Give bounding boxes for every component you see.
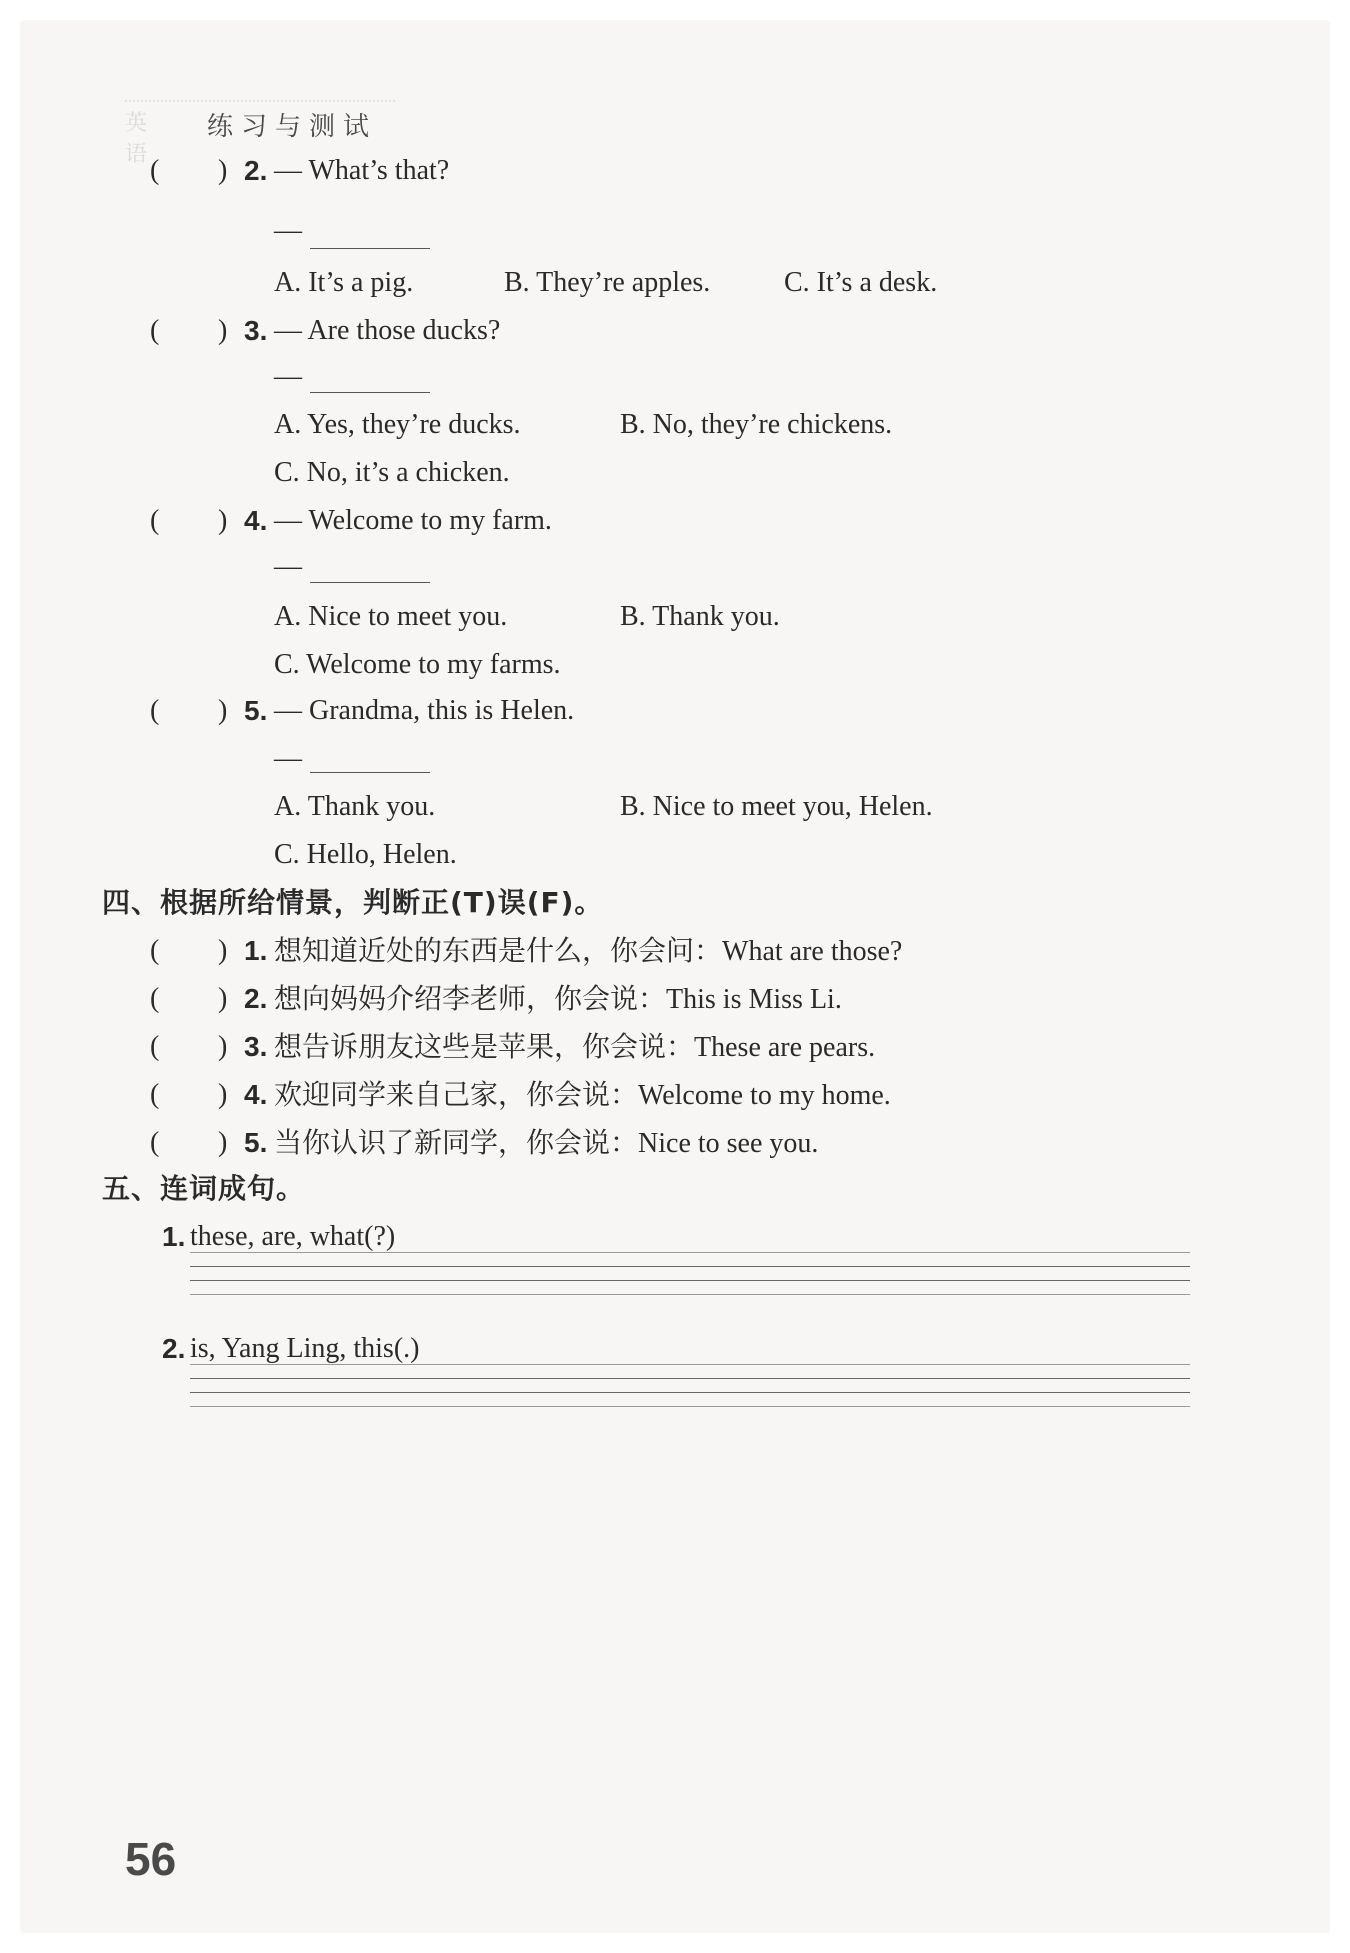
option-a: A. Thank you. bbox=[274, 791, 436, 822]
question-number: 3. bbox=[244, 315, 268, 346]
option-c: C. It’s a desk. bbox=[784, 267, 938, 298]
item-english: This is Miss Li. bbox=[666, 984, 842, 1015]
item-number: 5. bbox=[244, 1127, 268, 1158]
writing-line-top bbox=[190, 1364, 1190, 1365]
writing-line-top bbox=[190, 1252, 1190, 1253]
worksheet-page bbox=[20, 20, 1330, 1933]
item-text bbox=[274, 1078, 891, 1113]
item-scenario: 想向妈妈介绍李老师，你会说： bbox=[274, 982, 667, 1015]
writing-line bbox=[190, 1378, 1190, 1379]
item-number: 2. bbox=[244, 983, 268, 1014]
option-a: A. It’s a pig. bbox=[274, 267, 414, 298]
answer-dash: — bbox=[274, 551, 302, 582]
item-scenario: 想知道近处的东西是什么，你会问： bbox=[274, 934, 723, 967]
option-b: B. Thank you. bbox=[620, 601, 780, 632]
answer-paren-open: ( bbox=[150, 155, 160, 186]
answer-paren-close: ) bbox=[218, 1031, 228, 1062]
writing-line bbox=[190, 1392, 1190, 1393]
answer-blank bbox=[310, 390, 430, 393]
item-text bbox=[274, 1030, 875, 1065]
answer-paren-close: ) bbox=[218, 983, 228, 1014]
option-b: B. They’re apples. bbox=[504, 267, 711, 298]
option-b: B. No, they’re chickens. bbox=[620, 409, 893, 440]
option-c: C. No, it’s a chicken. bbox=[274, 457, 510, 488]
item-english: What are those? bbox=[722, 936, 903, 967]
section-title: 四、根据所给情景，判断正(T)误(F)。 bbox=[102, 886, 604, 919]
question-number: 4. bbox=[244, 505, 268, 536]
option-a: A. Nice to meet you. bbox=[274, 601, 508, 632]
scrambled-words: these, are, what(?) bbox=[190, 1221, 396, 1252]
answer-paren-open: ( bbox=[150, 983, 160, 1014]
answer-paren-open: ( bbox=[150, 935, 160, 966]
answer-paren-close: ) bbox=[218, 505, 228, 536]
item-english: Welcome to my home. bbox=[638, 1080, 891, 1111]
answer-paren-open: ( bbox=[150, 505, 160, 536]
item-text bbox=[274, 934, 902, 969]
answer-dash: — bbox=[274, 361, 302, 392]
item-text bbox=[274, 982, 842, 1017]
answer-paren-close: ) bbox=[218, 1079, 228, 1110]
option-c: C. Welcome to my farms. bbox=[274, 649, 561, 680]
item-scenario: 当你认识了新同学，你会说： bbox=[274, 1126, 639, 1159]
question-prompt: — Welcome to my farm. bbox=[274, 505, 552, 536]
answer-paren-open: ( bbox=[150, 1031, 160, 1062]
option-a: A. Yes, they’re ducks. bbox=[274, 409, 521, 440]
item-number: 2. bbox=[162, 1333, 186, 1364]
answer-paren-open: ( bbox=[150, 315, 160, 346]
question-number: 2. bbox=[244, 155, 268, 186]
answer-blank bbox=[310, 580, 430, 583]
item-english: Nice to see you. bbox=[638, 1128, 819, 1159]
answer-paren-open: ( bbox=[150, 1127, 160, 1158]
header-dotted-rule bbox=[125, 100, 395, 104]
answer-paren-open: ( bbox=[150, 695, 160, 726]
writing-line-bottom bbox=[190, 1406, 1190, 1407]
item-number: 1. bbox=[244, 935, 268, 966]
answer-paren-close: ) bbox=[218, 155, 228, 186]
answer-paren-close: ) bbox=[218, 935, 228, 966]
page-number: 56 bbox=[125, 1833, 177, 1885]
question-prompt: — What’s that? bbox=[274, 155, 450, 186]
answer-paren-open: ( bbox=[150, 1079, 160, 1110]
item-scenario: 欢迎同学来自己家，你会说： bbox=[274, 1078, 639, 1111]
answer-dash: — bbox=[274, 743, 302, 774]
header-badge: 英语 bbox=[125, 111, 148, 167]
scrambled-words: is, Yang Ling, this(.) bbox=[190, 1333, 420, 1364]
answer-paren-close: ) bbox=[218, 1127, 228, 1158]
answer-blank bbox=[310, 246, 430, 249]
item-scenario: 想告诉朋友这些是苹果，你会说： bbox=[274, 1030, 695, 1063]
item-text bbox=[274, 1126, 818, 1161]
answer-blank bbox=[310, 770, 430, 773]
writing-line bbox=[190, 1266, 1190, 1267]
item-english: These are pears. bbox=[694, 1032, 876, 1063]
answer-dash: — bbox=[274, 215, 302, 246]
writing-line bbox=[190, 1280, 1190, 1281]
item-number: 1. bbox=[162, 1221, 186, 1252]
item-number: 3. bbox=[244, 1031, 268, 1062]
header-title: 练习与测试 bbox=[207, 112, 378, 142]
answer-paren-close: ) bbox=[218, 315, 228, 346]
question-prompt: — Are those ducks? bbox=[274, 315, 501, 346]
answer-paren-close: ) bbox=[218, 695, 228, 726]
question-number: 5. bbox=[244, 695, 268, 726]
section-title: 五、连词成句。 bbox=[102, 1172, 306, 1205]
question-prompt: — Grandma, this is Helen. bbox=[274, 695, 575, 726]
option-b: B. Nice to meet you, Helen. bbox=[620, 791, 933, 822]
option-c: C. Hello, Helen. bbox=[274, 839, 457, 870]
writing-line-bottom bbox=[190, 1294, 1190, 1295]
item-number: 4. bbox=[244, 1079, 268, 1110]
